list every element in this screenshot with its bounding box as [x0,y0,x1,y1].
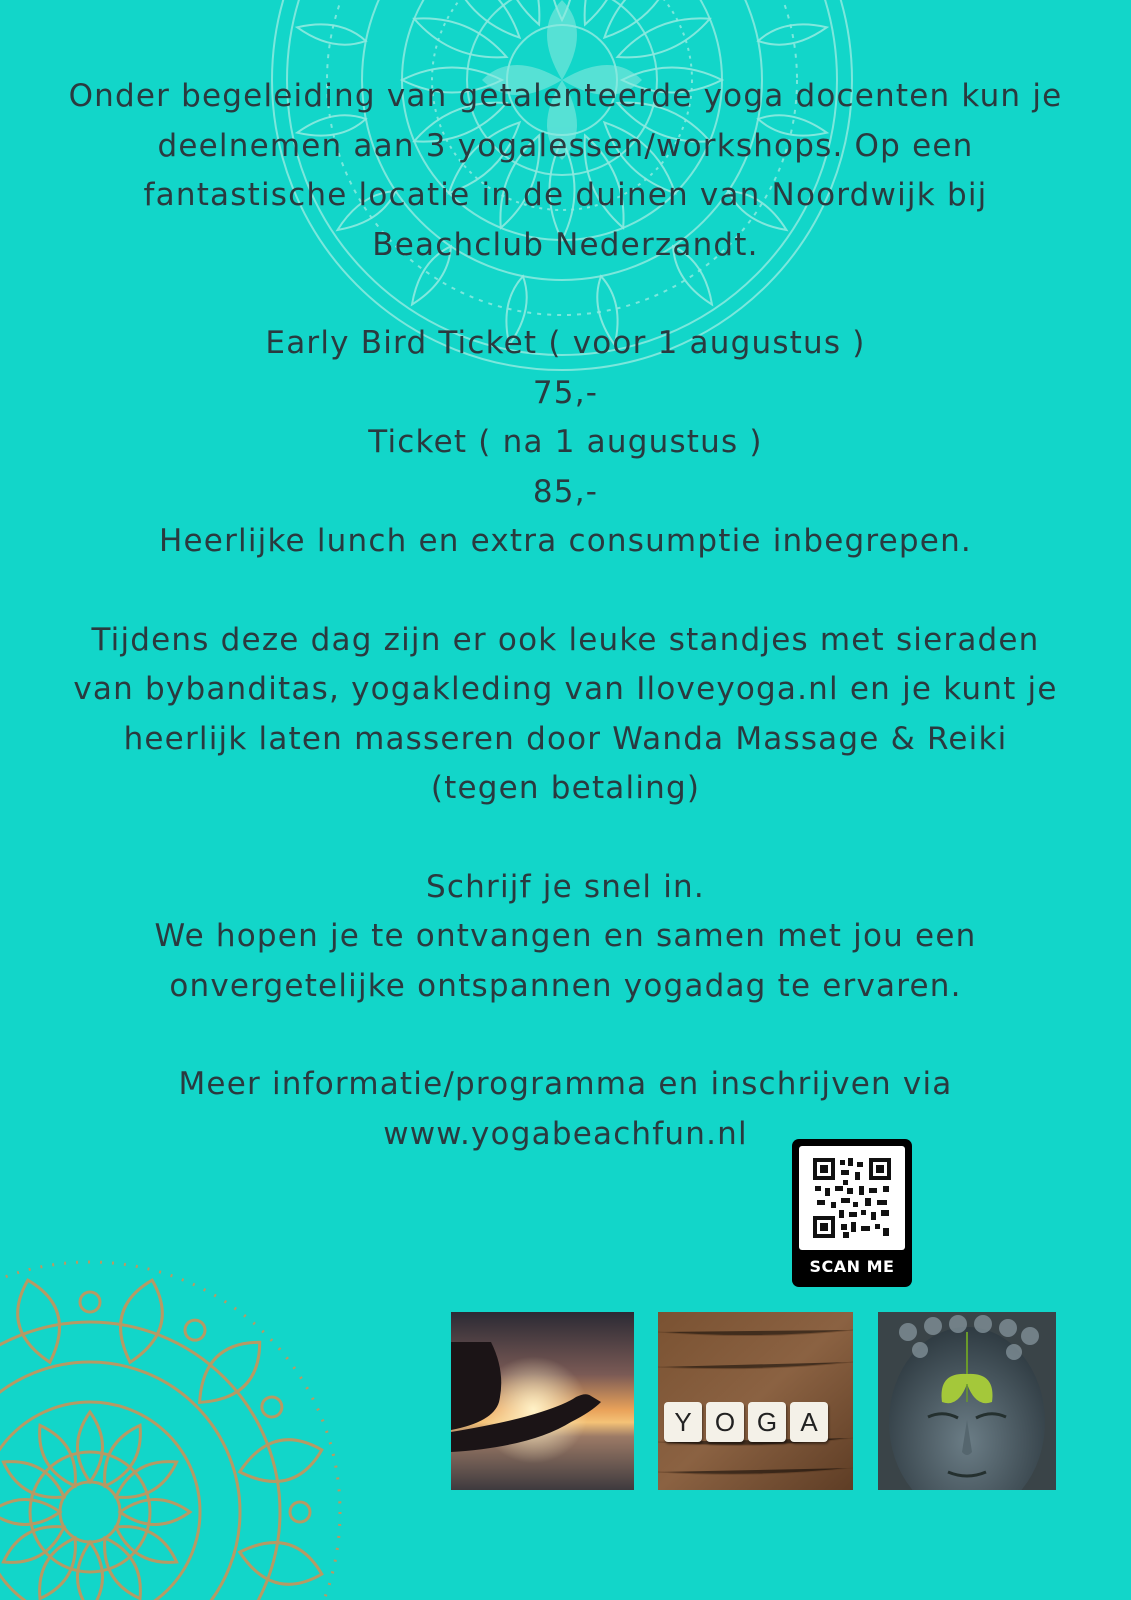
letter-tile: Y [664,1402,702,1442]
closing-line: We hopen je te ontvangen en samen met jou een [154,918,977,954]
early-bird-label: Early Bird Ticket ( voor 1 augustus ) [265,325,866,361]
intro-line: Onder begeleiding van getalenteerde yoga docenten kun je [68,78,1063,114]
website-link[interactable]: www.yogabeachfun.nl [383,1115,748,1152]
flyer-text [40,72,1091,1159]
letter-tile: G [748,1402,786,1442]
scan-me-label: SCAN ME [809,1257,895,1276]
yoga-letter-tiles [664,1402,828,1442]
qr-code-frame [799,1146,905,1250]
yoga-tiles-photo [658,1312,853,1490]
info-line: Meer informatie/programma en inschrijven via [178,1066,953,1102]
closing-line: onvergetelijke ontspannen yogadag te ervaren. [169,967,962,1004]
ticket-label: Ticket ( na 1 augustus ) [368,424,763,460]
qr-code-badge[interactable] [792,1139,912,1287]
stands-line: (tegen betaling) [430,770,701,806]
early-bird-price: 75,- [532,374,599,411]
buddha-statue-photo [878,1312,1056,1490]
stands-line: van bybanditas, yogakleding van Iloveyoga.nl en je kunt je [73,671,1058,707]
stands-line: Tijdens deze dag zijn er ook leuke standjes met sieraden [91,621,1040,658]
stands-line: heerlijk laten masseren door Wanda Massage & Reiki [123,720,1008,757]
letter-tile: A [790,1402,828,1442]
mandala-bottom-decoration [0,1232,370,1600]
qr-code-icon [813,1158,891,1238]
letter-tile: O [706,1402,744,1442]
ticket-price: 85,- [532,473,599,510]
closing-line: Schrijf je snel in. [426,868,705,905]
included-note: Heerlijke lunch en extra consumptie inbegrepen. [159,523,972,559]
intro-line: Beachclub Nederzandt. [372,226,759,263]
intro-line: deelnemen aan 3 yogalessen/workshops. Op een [157,127,974,164]
sunset-meditation-photo [451,1312,634,1490]
intro-line: fantastische locatie in de duinen van Noordwijk bij [143,177,988,213]
